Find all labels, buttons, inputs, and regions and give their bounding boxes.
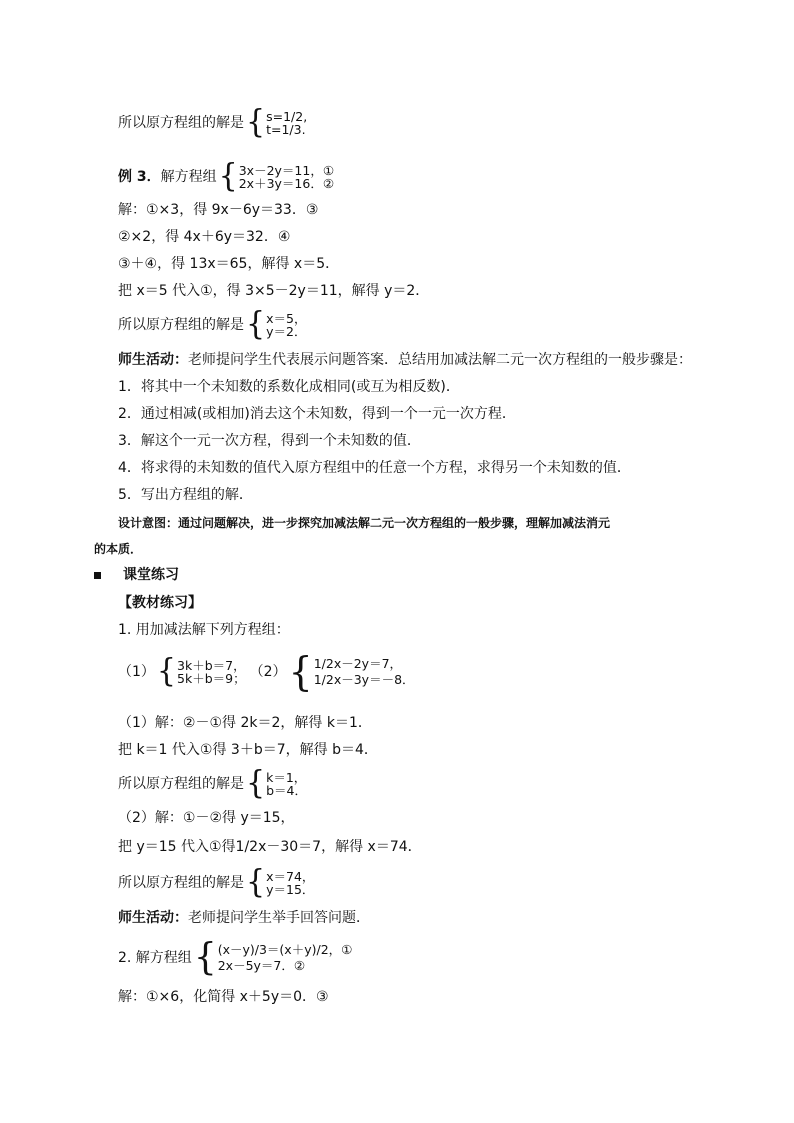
step-item: 2．通过相减(或相加)消去这个未知数，得到一个一元一次方程． [118, 406, 516, 422]
solution-step: 把 x＝5 代入①，得 3×5－2y＝11，解得 y＝2． [118, 283, 430, 299]
sys-row: s=1/2, [266, 109, 308, 124]
design-text: 通过问题解决，进一步探究加减法解二元一次方程组的一般步骤，理解加减法消元 [178, 516, 611, 530]
solution-step: ③＋④，得 13x＝65，解得 x＝5． [118, 256, 340, 272]
answer-line: 把 k＝1 代入①得 3＋b＝7，解得 b＝4． [118, 742, 378, 758]
design-intent [118, 514, 610, 532]
sys-row: x＝74， [266, 869, 315, 884]
sys-row: b＝4． [266, 783, 307, 798]
solution-line-st [118, 104, 308, 141]
solution-step: 解：①×6，化简得 x＋5y＝0．③ [118, 989, 329, 1005]
sys-row: k＝1， [266, 770, 307, 785]
answer-solution-xy [118, 864, 315, 901]
activity-label: 师生活动： [118, 910, 188, 926]
sys-row: y＝2． [266, 324, 307, 339]
sys-row: 1/2x－3y＝－8． [313, 672, 415, 687]
step-item: 3．解这个一元一次方程，得到一个未知数的值． [118, 433, 421, 449]
step-item: 1．将其中一个未知数的系数化成相同(或互为相反数)． [118, 379, 460, 395]
text: 所以原方程组的解是 [118, 115, 244, 131]
solution-step: 解：①×3，得 9x－6y＝33．③ [118, 202, 319, 218]
part-label: （2） [249, 664, 287, 680]
question-1-systems [118, 648, 415, 696]
sys-row: y＝15． [266, 882, 315, 897]
answer-line: （1）解：②－①得 2k＝2，解得 k＝1． [118, 715, 372, 731]
sys-row: 3x－2y＝11，① [238, 163, 335, 178]
square-bullet-icon [94, 572, 101, 579]
sys-row: 2x－5y＝7．② [217, 958, 306, 973]
activity-text: 老师提问学生举手回答问题． [188, 910, 370, 926]
equation-system: { x＝5， y＝2． [246, 306, 307, 343]
design-label: 设计意图： [118, 516, 179, 530]
sys-row: (x－y)/3＝(x＋y)/2，① [217, 942, 353, 957]
sys-row: x＝5， [266, 311, 307, 326]
text: 所以原方程组的解是 [118, 875, 244, 891]
subsection-title: 【教材练习】 [118, 595, 202, 611]
section-heading [94, 566, 179, 584]
sys-row: 1/2x－2y＝7， [313, 656, 403, 671]
equation-system: { x＝74， y＝15． [246, 864, 315, 901]
activity-text: 老师提问学生代表展示问题答案．总结用加减法解二元一次方程组的一般步骤是： [188, 352, 692, 368]
step-item: 4．将求得的未知数的值代入原方程组中的任意一个方程，求得另一个未知数的值． [118, 460, 631, 476]
solution-line-xy [118, 306, 307, 343]
activity-paragraph [118, 909, 370, 927]
sys-row: 2x＋3y＝16．② [238, 176, 335, 191]
step-item: 5．写出方程组的解． [118, 487, 253, 503]
answer-line: （2）解：①－②得 y＝15， [118, 810, 295, 826]
activity-paragraph [118, 351, 692, 369]
example-3 [118, 158, 335, 195]
design-intent-cont: 的本质． [94, 542, 143, 556]
solution-step: ②×2，得 4x＋6y＝32．④ [118, 229, 291, 245]
sys-row: 5k＋b＝9； [177, 671, 246, 686]
text: 2. 解方程组 [118, 950, 192, 966]
section-title: 课堂练习 [123, 567, 179, 583]
equation-system: { 3x－2y＝11，① 2x＋3y＝16．② [218, 158, 335, 195]
text: 解方程组 [160, 169, 217, 185]
equation-system: { 1/2x－2y＝7， 1/2x－3y＝－8． [288, 648, 415, 696]
sys-row: t=1/3. [266, 122, 306, 137]
answer-line: 把 y＝15 代入①得1/2x－30＝7，解得 x＝74． [118, 839, 422, 855]
equation-system: { (x－y)/3＝(x＋y)/2，① 2x－5y＝7．② [193, 935, 353, 979]
activity-label: 师生活动： [118, 352, 188, 368]
answer-solution-kb [118, 765, 307, 802]
equation-system: { s=1/2, t=1/3. [246, 104, 308, 141]
equation-system: { 3k＋b＝7， 5k＋b＝9； [156, 653, 246, 690]
text: 所以原方程组的解是 [118, 317, 244, 333]
part-label: （1） [118, 664, 155, 680]
equation-system: { k＝1， b＝4． [246, 765, 307, 802]
question-2 [118, 935, 353, 979]
question-1: 1. 用加减法解下列方程组： [118, 622, 290, 638]
text: 所以原方程组的解是 [118, 776, 244, 792]
sys-row: 3k＋b＝7， [177, 658, 246, 673]
example-label: 例 3． [118, 169, 161, 185]
